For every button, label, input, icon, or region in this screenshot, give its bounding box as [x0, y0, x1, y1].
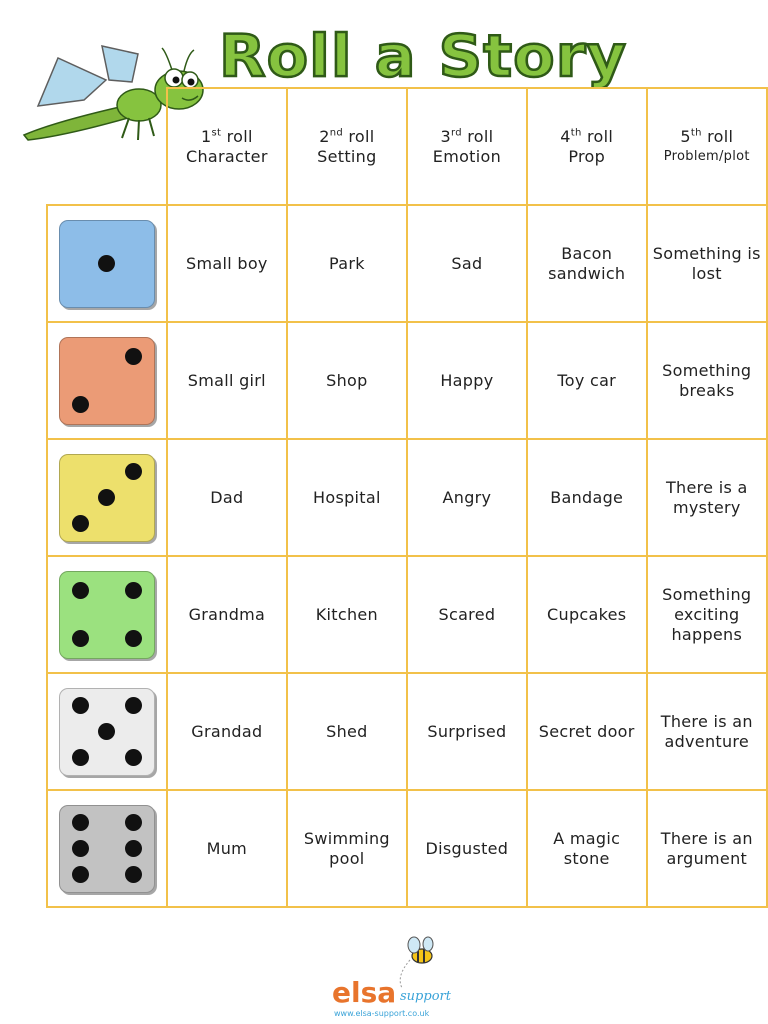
die-face-4-icon: [59, 571, 155, 659]
roll-word: roll: [226, 126, 253, 146]
roll-ordinal: 3: [440, 126, 451, 146]
story-cell: Kitchen: [287, 556, 407, 673]
roll-ordinal-suffix: nd: [329, 127, 344, 139]
roll-word: roll: [467, 126, 494, 146]
title-text: Roll a Story: [219, 22, 627, 88]
logo-url: www.elsa-support.co.uk: [334, 1009, 430, 1018]
roll-ordinal: 4: [560, 126, 571, 146]
story-cell: Small girl: [167, 322, 287, 439]
die-pip: [98, 255, 115, 272]
logo-tagline: support: [400, 989, 451, 1004]
column-header: [527, 88, 647, 205]
story-cell: There is an adventure: [647, 673, 767, 790]
story-cell: A magic stone: [527, 790, 647, 907]
die-cell: [47, 439, 167, 556]
die-pip: [125, 814, 142, 831]
story-row: [47, 205, 767, 322]
story-cell: Secret door: [527, 673, 647, 790]
story-cell: Something breaks: [647, 322, 767, 439]
die-cell: [47, 673, 167, 790]
corner-cell: [47, 88, 167, 205]
die-pip: [72, 515, 89, 532]
column-roll-label: [172, 127, 282, 147]
story-grid: [46, 87, 768, 908]
story-cell: Shed: [287, 673, 407, 790]
story-cell: There is a mystery: [647, 439, 767, 556]
bee-icon: [400, 937, 433, 988]
die-cell: [47, 322, 167, 439]
roll-ordinal: 2: [319, 126, 330, 146]
story-cell: Surprised: [407, 673, 527, 790]
story-cell: Angry: [407, 439, 527, 556]
story-cell: Grandma: [167, 556, 287, 673]
roll-word: roll: [587, 126, 614, 146]
column-category: Problem/plot: [663, 148, 750, 164]
story-cell: Grandad: [167, 673, 287, 790]
story-cell: Mum: [167, 790, 287, 907]
story-row: [47, 439, 767, 556]
story-cell: Shop: [287, 322, 407, 439]
die-cell: [47, 556, 167, 673]
die-pip: [98, 723, 115, 740]
die-pip: [72, 840, 89, 857]
die-pip: [125, 463, 142, 480]
roll-ordinal: 5: [680, 126, 691, 146]
die-face-1-icon: [59, 220, 155, 308]
story-row: [47, 673, 767, 790]
column-category: Emotion: [432, 146, 502, 166]
die-face-2-icon: [59, 337, 155, 425]
die-pip: [72, 866, 89, 883]
die-pip: [72, 582, 89, 599]
story-cell: Park: [287, 205, 407, 322]
story-cell: Cupcakes: [527, 556, 647, 673]
story-row: [47, 790, 767, 907]
story-cell: Scared: [407, 556, 527, 673]
page-title: [215, 8, 645, 88]
column-roll-label: [292, 127, 402, 147]
story-cell: Dad: [167, 439, 287, 556]
die-pip: [72, 697, 89, 714]
die-cell: [47, 205, 167, 322]
story-cell: Bacon sandwich: [527, 205, 647, 322]
story-cell: Hospital: [287, 439, 407, 556]
die-pip: [125, 697, 142, 714]
column-roll-label: [652, 127, 762, 147]
die-cell: [47, 790, 167, 907]
die-pip: [125, 840, 142, 857]
column-category: Prop: [568, 146, 606, 166]
column-category: Setting: [317, 146, 377, 166]
column-category: Character: [186, 146, 268, 166]
roll-ordinal-suffix: st: [211, 127, 222, 139]
die-pip: [125, 866, 142, 883]
roll-ordinal-suffix: th: [690, 127, 702, 139]
roll-ordinal: 1: [201, 126, 212, 146]
column-header: [407, 88, 527, 205]
die-face-3-icon: [59, 454, 155, 542]
die-pip: [72, 814, 89, 831]
column-roll-label: [532, 127, 642, 147]
story-row: [47, 322, 767, 439]
story-cell: There is an argument: [647, 790, 767, 907]
die-pip: [125, 630, 142, 647]
logo-word: elsa: [332, 976, 397, 1009]
column-header: [647, 88, 767, 205]
die-pip: [98, 489, 115, 506]
roll-ordinal-suffix: rd: [450, 127, 462, 139]
story-cell: Small boy: [167, 205, 287, 322]
die-pip: [125, 348, 142, 365]
column-header: [167, 88, 287, 205]
die-pip: [72, 749, 89, 766]
die-face-6-icon: [59, 805, 155, 893]
story-row: [47, 556, 767, 673]
die-pip: [125, 749, 142, 766]
die-pip: [72, 630, 89, 647]
story-cell: Something exciting happens: [647, 556, 767, 673]
story-cell: Swimming pool: [287, 790, 407, 907]
die-pip: [125, 582, 142, 599]
column-header: [287, 88, 407, 205]
story-cell: Something is lost: [647, 205, 767, 322]
roll-word: roll: [348, 126, 375, 146]
roll-ordinal-suffix: th: [570, 127, 582, 139]
die-pip: [72, 396, 89, 413]
header-row: [47, 88, 767, 205]
die-face-5-icon: [59, 688, 155, 776]
story-cell: Bandage: [527, 439, 647, 556]
column-roll-label: [412, 127, 522, 147]
story-cell: Happy: [407, 322, 527, 439]
story-cell: Disgusted: [407, 790, 527, 907]
elsa-support-logo: [326, 936, 456, 1020]
story-cell: Toy car: [527, 322, 647, 439]
story-cell: Sad: [407, 205, 527, 322]
roll-word: roll: [707, 126, 734, 146]
